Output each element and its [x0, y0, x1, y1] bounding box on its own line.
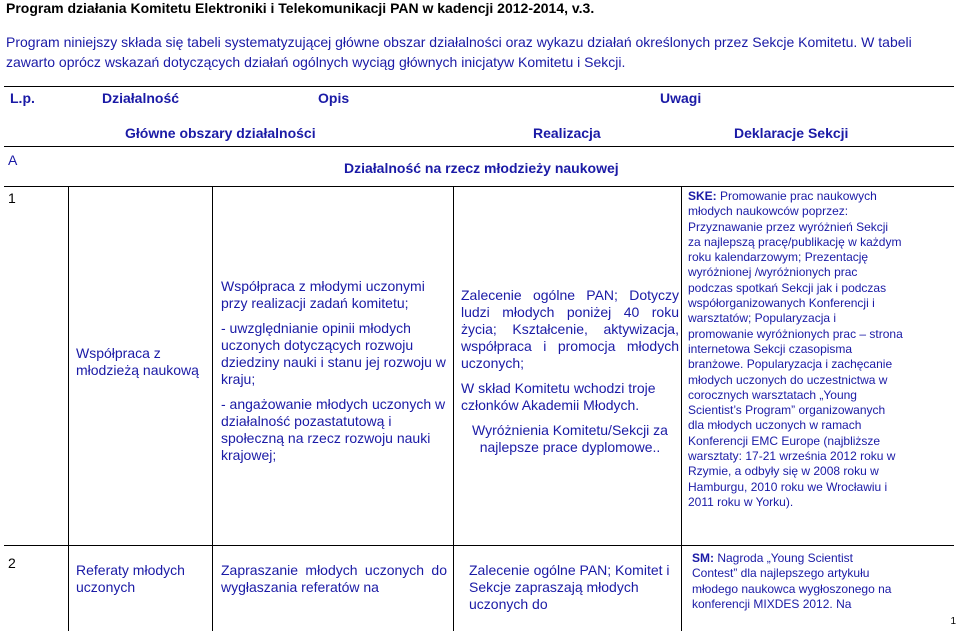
subheader-deklaracje: Deklaracje Sekcji	[734, 125, 849, 141]
row-1-real-line-2: W skład Komitetu wchodzi troje członków Akademii Młodych.	[461, 380, 656, 413]
section-a-title: Działalność na rzecz młodzieży naukowej	[344, 160, 619, 176]
section-a-label: A	[8, 152, 18, 168]
column-divider-realization	[681, 186, 682, 631]
row-divider-1	[4, 186, 954, 187]
row-2-description: Zapraszanie młodych uczonych do wygłaszania referatów na	[221, 562, 447, 595]
subheader-realizacja: Realizacja	[533, 125, 601, 141]
row-1-description	[221, 278, 447, 464]
header-lp: L.p.	[10, 90, 35, 106]
column-divider-desc	[453, 186, 454, 631]
row-1-area: Współpraca z młodzieżą naukową	[76, 345, 199, 378]
row-divider-2	[4, 545, 954, 546]
table-top-border	[4, 86, 954, 87]
row-2-declarations	[692, 551, 892, 612]
intro-paragraph: Program niniejszy składa się tabeli systematyzującej główne obszar działalności oraz wykazu działań określonych przez Sekcje Komitetu. W tabeli zawarto oprócz wskazań dotyczących działań ogólnych wyciąg głównych inicjatyw Komitetu i Sekcji.	[6, 34, 912, 70]
header-dzialalnosc: Działalność	[102, 90, 180, 106]
row-1-declarations	[688, 189, 903, 510]
column-divider-area	[212, 186, 213, 631]
row-2-number: 2	[8, 555, 16, 571]
row-1-number: 1	[8, 190, 16, 206]
subheader-obszary: Główne obszary działalności	[125, 125, 316, 141]
document-title: Program działania Komitetu Elektroniki i Telekomunikacji PAN w kadencji 2012-2014, v.3.	[6, 0, 595, 16]
header-opis: Opis	[318, 90, 350, 106]
row-divider-a	[4, 146, 954, 147]
row-1-realization	[461, 287, 679, 456]
row-2-area: Referaty młodych uczonych	[76, 562, 185, 595]
row-2-realization: Zalecenie ogólne PAN; Komitet i Sekcje zapraszają młodych uczonych do	[469, 562, 670, 612]
column-divider-lp	[68, 186, 69, 631]
row-1-real-line-3: Wyróżnienia Komitetu/Sekcji za najlepsze prace dyplomowe..	[472, 422, 668, 455]
row-1-desc-line-1: Współpraca z młodymi uczonymi przy realizacji zadań komitetu;	[221, 278, 425, 311]
row-1-desc-line-2: - uwzględnianie opinii młodych uczonych dotyczących rozwoju dziedziny nauki i stanu jej rozwoju w kraju;	[221, 320, 446, 387]
header-uwagi: Uwagi	[660, 90, 702, 106]
row-1-declarations-text: Promowanie prac naukowych młodych naukowców poprzez: Przyznawanie przez wyróżnień Sekcji za najlepszą pracę/publikację w każdym roku kalendarzowym; Prezentację wyróżnionej /wyróżnionych prac podczas spotkań Sekcji jak i podczas współorganizowanych Konferencji i warsztatów; Popularyzacja i promowanie wyróżnionych prac – strona internetowa Sekcji czasopisma branżowe. Popularyzacja i zachęcanie młodych uczonych do uczestnictwa w corocznych warsztatach „Young Scientist’s Program” organizowanych dla młodych uczonych w ramach Konferencji EMC Europe (najbliższe warsztaty: 17-21 września 2012 roku w Rzymie, a odbyły się w 2008 roku w Hamburgu, 2010 roku we Wrocławiu i 2011 roku w Yorku).	[688, 189, 903, 509]
row-1-desc-line-3: - angażowanie młodych uczonych w działalność pozastatutową i społeczną na rzecz rozwoju nauki krajowej;	[221, 396, 446, 463]
page-number: 1	[950, 616, 956, 627]
row-1-real-line-1: Zalecenie ogólne PAN; Dotyczy ludzi młodych poniżej 40 roku życia; Kształcenie, aktywizacja, współpraca i promocja młodych uczonych;	[461, 287, 679, 371]
row-1-declarations-label: SKE:	[688, 189, 717, 203]
row-2-declarations-label: SM:	[692, 551, 714, 565]
row-2-declarations-text: Nagroda „Young Scientist Contest” dla najlepszego artykułu młodego naukowca wygłoszonego na konferencji MIXDES 2012. Na	[692, 551, 892, 611]
